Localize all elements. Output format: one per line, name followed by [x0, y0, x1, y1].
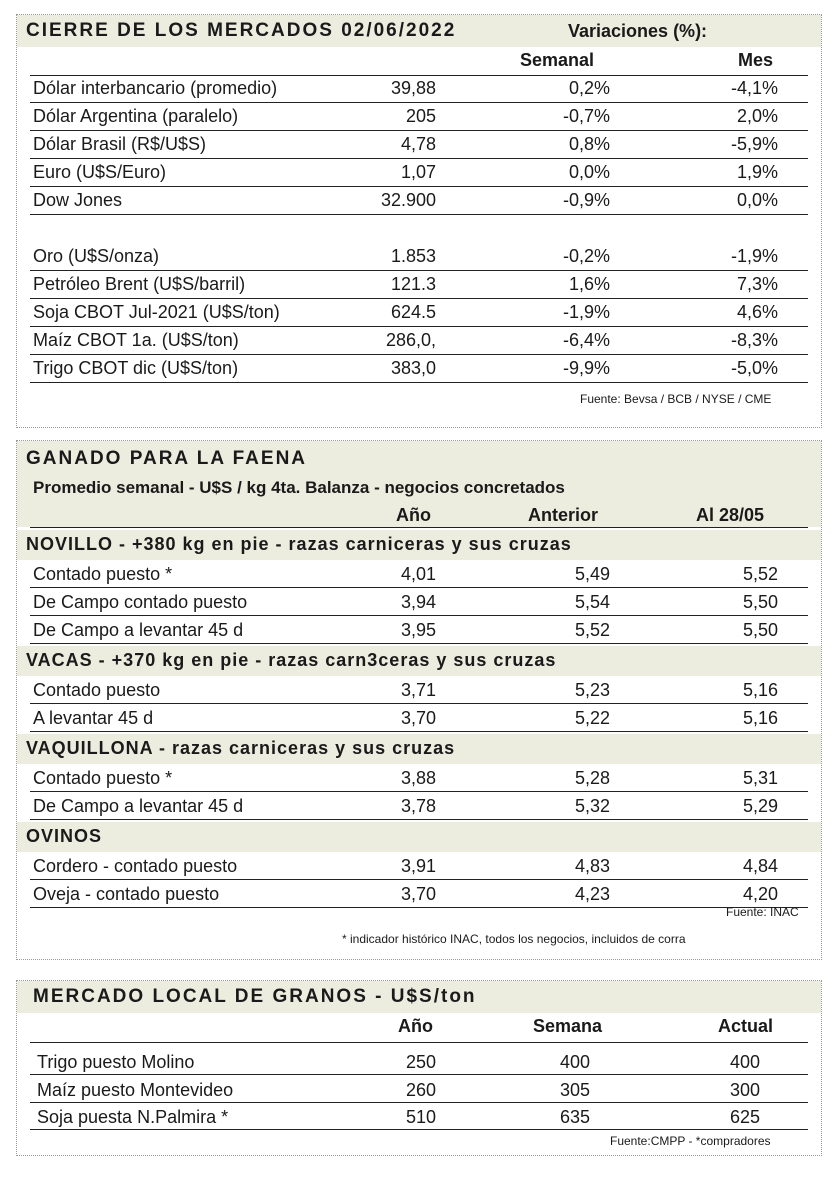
row-al: 4,20: [742, 884, 778, 904]
row-actual: 625: [729, 1107, 760, 1127]
row-label: Cordero - contado puesto: [33, 856, 238, 876]
row-value: 624.5: [390, 302, 436, 322]
row-label: Trigo puesto Molino: [37, 1052, 195, 1072]
row-mes: -4,1%: [730, 78, 778, 98]
row-label: Soja puesta N.Palmira *: [37, 1107, 229, 1127]
row-rule: [30, 703, 808, 704]
row-actual: 400: [729, 1052, 760, 1072]
row-anterior: 4,23: [574, 884, 610, 904]
row-ano: 250: [405, 1052, 436, 1072]
section-band: [17, 822, 821, 852]
col-semanal: Semanal: [520, 50, 595, 70]
row-value: 32.900: [380, 190, 436, 210]
row-rule: [30, 186, 808, 187]
row-anterior: 5,22: [574, 708, 610, 728]
row-label: De Campo a levantar 45 d: [33, 796, 244, 816]
row-ano: 260: [405, 1080, 436, 1100]
row-mes: -1,9%: [730, 246, 778, 266]
row-ano: 3,91: [400, 856, 436, 876]
row-label: A levantar 45 d: [33, 708, 154, 728]
section-title: VAQUILLONA - razas carniceras y sus cruzas: [26, 738, 456, 758]
row-al: 5,52: [742, 564, 778, 584]
row-value: 121.3: [390, 274, 436, 294]
row-anterior: 5,28: [574, 768, 610, 788]
row-semana: 635: [559, 1107, 590, 1127]
row-rule: [30, 615, 808, 616]
row-semanal: -1,9%: [562, 302, 610, 322]
row-mes: 7,3%: [736, 274, 778, 294]
col-al: Al 28/05: [696, 505, 765, 525]
row-label: Contado puesto *: [33, 564, 173, 584]
row-al: 5,31: [742, 768, 778, 788]
row-anterior: 5,49: [574, 564, 610, 584]
row-al: 5,29: [742, 796, 778, 816]
row-mes: -5,0%: [730, 358, 778, 378]
col-anterior: Anterior: [528, 505, 599, 525]
row-rule: [30, 1074, 808, 1075]
table-rule: [30, 75, 808, 76]
section-title: NOVILLO - +380 kg en pie - razas carniceras y sus cruzas: [26, 534, 572, 554]
table-rule: [30, 382, 808, 383]
row-rule: [30, 102, 808, 103]
row-label: Oveja - contado puesto: [33, 884, 220, 904]
row-ano: 3,78: [400, 796, 436, 816]
row-ano: 3,71: [400, 680, 436, 700]
row-anterior: 5,32: [574, 796, 610, 816]
row-ano: 3,88: [400, 768, 436, 788]
row-ano: 3,70: [400, 708, 436, 728]
row-label: Dólar Argentina (paralelo): [33, 106, 239, 126]
row-label: De Campo contado puesto: [33, 592, 248, 612]
row-label: Dólar interbancario (promedio): [33, 78, 278, 98]
row-anterior: 5,52: [574, 620, 610, 640]
mercados-title: CIERRE DE LOS MERCADOS 02/06/2022: [26, 20, 457, 41]
row-rule: [30, 879, 808, 880]
row-semana: 400: [559, 1052, 590, 1072]
row-label: Dólar Brasil (R$/U$S): [33, 134, 207, 154]
row-rule: [30, 1129, 808, 1130]
row-mes: 4,6%: [736, 302, 778, 322]
section-title: VACAS - +370 kg en pie - razas carn3ceras y sus cruzas: [26, 650, 557, 670]
row-mes: -8,3%: [730, 330, 778, 350]
col-ano: Año: [396, 505, 431, 525]
row-label: Petróleo Brent (U$S/barril): [33, 274, 246, 294]
row-ano: 510: [405, 1107, 436, 1127]
row-ano: 3,94: [400, 592, 436, 612]
row-label: Maíz CBOT 1a. (U$S/ton): [33, 330, 239, 350]
row-value: 286,0,: [385, 330, 436, 350]
row-semanal: 1,6%: [568, 274, 610, 294]
row-label: Maíz puesto Montevideo: [37, 1080, 234, 1100]
row-label: Contado puesto *: [33, 768, 173, 788]
row-semana: 305: [559, 1080, 590, 1100]
ganado-note: * indicador histórico INAC, todos los negocios, incluidos de corra: [342, 932, 686, 946]
section-title: OVINOS: [26, 826, 103, 846]
row-value: 1.853: [390, 246, 436, 266]
row-mes: -5,9%: [730, 134, 778, 154]
header-rule: [30, 527, 808, 528]
mercados-source: Fuente: Bevsa / BCB / NYSE / CME: [580, 392, 772, 406]
row-rule: [30, 587, 808, 588]
row-semanal: 0,0%: [568, 162, 610, 182]
row-rule: [30, 214, 808, 215]
ganado-subtitle: Promedio semanal - U$S / kg 4ta. Balanza - negocios concretados: [33, 478, 565, 497]
row-label: De Campo a levantar 45 d: [33, 620, 244, 640]
row-ano: 4,01: [400, 564, 436, 584]
ganado-title: GANADO PARA LA FAENA: [26, 448, 308, 469]
row-rule: [30, 298, 808, 299]
row-semanal: -0,7%: [562, 106, 610, 126]
row-semanal: -9,9%: [562, 358, 610, 378]
row-rule: [30, 819, 808, 820]
row-semanal: 0,2%: [568, 78, 610, 98]
row-rule: [30, 130, 808, 131]
col-mes: Mes: [738, 50, 774, 70]
row-semanal: -6,4%: [562, 330, 610, 350]
row-label: Euro (U$S/Euro): [33, 162, 167, 182]
row-al: 5,16: [742, 708, 778, 728]
row-rule: [30, 326, 808, 327]
row-value: 39,88: [390, 78, 436, 98]
row-mes: 2,0%: [736, 106, 778, 126]
row-value: 205: [405, 106, 436, 126]
row-al: 4,84: [742, 856, 778, 876]
row-value: 1,07: [400, 162, 436, 182]
row-label: Soja CBOT Jul-2021 (U$S/ton): [33, 302, 280, 322]
granos-source: Fuente:CMPP - *compradores: [610, 1134, 771, 1148]
row-value: 383,0: [390, 358, 436, 378]
row-actual: 300: [729, 1080, 760, 1100]
row-rule: [30, 1102, 808, 1103]
row-rule: [30, 791, 808, 792]
row-rule: [30, 907, 808, 908]
granos-col-ano: Año: [398, 1016, 433, 1036]
granos-col-semana: Semana: [533, 1016, 603, 1036]
row-rule: [30, 643, 808, 644]
row-label: Dow Jones: [33, 190, 123, 210]
row-label: Contado puesto: [33, 680, 161, 700]
row-ano: 3,70: [400, 884, 436, 904]
row-rule: [30, 270, 808, 271]
row-value: 4,78: [400, 134, 436, 154]
ganado-source: Fuente: INAC: [726, 905, 799, 919]
variaciones-label: Variaciones (%):: [568, 21, 708, 41]
granos-title: MERCADO LOCAL DE GRANOS - U$S/ton: [33, 986, 477, 1007]
row-semanal: 0,8%: [568, 134, 610, 154]
granos-col-actual: Actual: [718, 1016, 774, 1036]
row-rule: [30, 731, 808, 732]
header-rule: [30, 1042, 808, 1043]
row-anterior: 5,54: [574, 592, 610, 612]
row-rule: [30, 354, 808, 355]
row-mes: 0,0%: [736, 190, 778, 210]
row-rule: [30, 158, 808, 159]
row-al: 5,50: [742, 620, 778, 640]
row-al: 5,50: [742, 592, 778, 612]
row-label: Oro (U$S/onza): [33, 246, 160, 266]
row-mes: 1,9%: [736, 162, 778, 182]
row-ano: 3,95: [400, 620, 436, 640]
row-semanal: -0,9%: [562, 190, 610, 210]
row-semanal: -0,2%: [562, 246, 610, 266]
row-al: 5,16: [742, 680, 778, 700]
row-anterior: 5,23: [574, 680, 610, 700]
row-label: Trigo CBOT dic (U$S/ton): [33, 358, 239, 378]
row-anterior: 4,83: [574, 856, 610, 876]
